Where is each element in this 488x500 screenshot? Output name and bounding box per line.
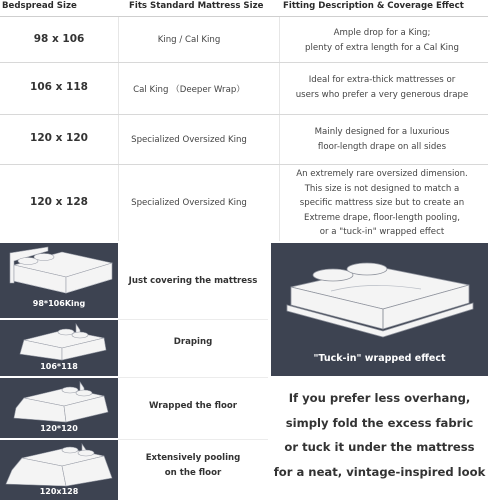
divider	[118, 319, 268, 320]
size-table	[0, 0, 488, 241]
tile-caption: 106*118	[40, 362, 78, 371]
illustration-description: Draping	[173, 337, 213, 347]
illustration-description: Wrapped the floor	[148, 401, 238, 411]
row-fits: Specialized Oversized King	[131, 135, 247, 145]
header-fits-size: Fits Standard Mattress Size	[129, 1, 264, 11]
row-fits: Cal King （Deeper Wrap）	[133, 85, 245, 95]
tuck-in-caption: "Tuck-in" wrapped effect	[313, 353, 446, 364]
table-row	[0, 115, 488, 165]
bed-illustration-120x120	[0, 378, 118, 438]
row-description-line: floor-length drape on all sides	[317, 141, 447, 152]
table-row	[0, 17, 488, 63]
divider	[118, 377, 268, 378]
advice-text	[271, 386, 488, 484]
row-description-line: An extremely rare oversized dimension.	[296, 169, 468, 179]
table-row	[0, 165, 488, 241]
row-size: 98 x 106	[33, 33, 85, 45]
illustration-description-line: on the floor	[164, 468, 222, 478]
illustration-description-line: Extensively pooling	[145, 453, 241, 463]
row-fits: Specialized Oversized King	[131, 198, 247, 208]
row-description-line: plenty of extra length for a Cal King	[305, 42, 459, 53]
advice-line: simply fold the excess fabric	[285, 415, 474, 430]
illustration-panel	[0, 243, 488, 500]
illustration-description	[118, 451, 268, 481]
row-description-line: Ideal for extra-thick mattresses or	[308, 75, 456, 85]
advice-line: or tuck it under the mattress	[284, 440, 475, 454]
bed-illustration-120x128	[0, 440, 118, 500]
row-description-line: or a "tuck-in" wrapped effect	[319, 227, 445, 237]
row-description-line: Mainly designed for a luxurious	[314, 127, 450, 137]
tile-caption: 120*120	[40, 424, 78, 433]
advice-line: If you prefer less overhang,	[288, 391, 471, 405]
tuck-in-illustration	[271, 243, 488, 376]
row-fits: King / Cal King	[157, 35, 221, 45]
table-header	[0, 0, 488, 17]
row-size: 120 x 128	[30, 196, 88, 208]
bed-illustration-98x106	[0, 243, 118, 318]
illustration-description: Just covering the mattress	[128, 276, 258, 286]
bed-illustration-106x118	[0, 320, 118, 376]
row-size: 120 x 120	[30, 132, 88, 144]
header-bedspread-size: Bedspread Size	[2, 1, 77, 11]
row-description	[280, 26, 484, 55]
row-description-line: This size is not designed to match a	[304, 183, 460, 194]
tile-caption: 98*106King	[32, 299, 86, 308]
table-row	[0, 63, 488, 115]
row-description	[280, 73, 484, 102]
tile-caption: 120x128	[39, 487, 79, 496]
row-description-line: users who prefer a very generous drape	[295, 89, 469, 100]
row-description	[280, 167, 484, 240]
divider	[118, 439, 268, 440]
header-fitting-description: Fitting Description & Coverage Effect	[283, 1, 464, 11]
row-description	[280, 125, 484, 154]
advice-line: for a neat, vintage-inspired look	[273, 464, 486, 479]
row-description-line: Ample drop for a King;	[333, 28, 431, 38]
row-description-line: Extreme drape, floor-length pooling,	[304, 212, 460, 223]
row-description-line: specific mattress size but to create an	[299, 198, 465, 208]
row-size: 106 x 118	[30, 81, 88, 93]
